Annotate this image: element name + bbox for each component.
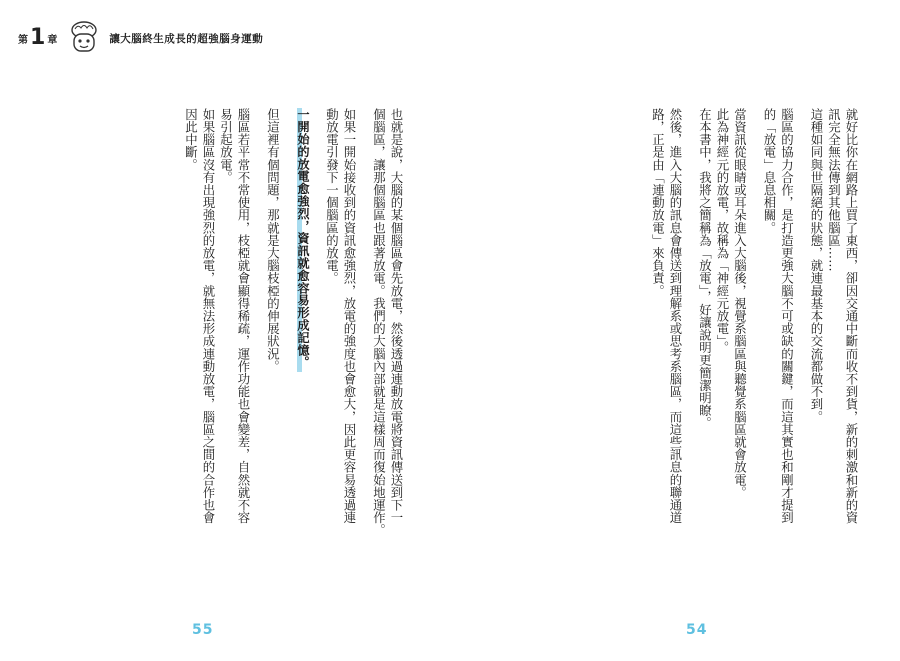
paragraph-gap — [358, 108, 370, 618]
chapter-suffix: 章 — [47, 34, 58, 46]
right-page-text — [530, 108, 860, 618]
paragraph-gap — [282, 108, 294, 618]
chapter-prefix: 第 — [18, 34, 28, 46]
highlighted-key-sentence — [294, 108, 312, 578]
paragraph-gap — [252, 108, 264, 618]
text-column: 路，正是由「連動放電」來負責。 — [650, 108, 666, 297]
paragraph-gap — [796, 108, 808, 618]
text-column: 但這裡有個問題，那就是大腦枝椏的伸展狀況。 — [265, 108, 281, 373]
paragraph-gap — [311, 108, 323, 618]
paragraph-gap — [684, 108, 696, 618]
paragraph-gap — [749, 108, 761, 618]
text-column: 也就是說，大腦的某個腦區會先放電，然後透過連動放電將資訊傳送到下一 — [389, 108, 404, 524]
page-number-left: 55 — [192, 622, 214, 638]
text-column: 就好比你在網路上買了東西，卻因交通中斷而收不到貨，新的刺激和新的資 — [844, 108, 859, 524]
text-column: 這種如同與世隔絕的狀態，就連最基本的交流都做不到。 — [809, 108, 824, 423]
text-column: 當資訊從眼睛或耳朵進入大腦後，視覺系腦區與聽覺系腦區就會放電。 — [732, 108, 748, 499]
running-header — [18, 24, 263, 52]
text-column: 個腦區，讓那個腦區也跟著放電。我們的大腦內部就是這樣周而復始地運作。 — [371, 108, 387, 537]
text-column: 的「放電」息息相關。 — [762, 108, 777, 234]
text-column: 訊完全無法傳到其他腦區…… — [826, 108, 842, 272]
text-column: 在本書中，我將之簡稱為「放電」，好讓說明更簡潔明瞭。 — [697, 108, 713, 430]
text-column: 腦區若平常不常使用，枝椏就會顯得稀疏，運作功能也會變差，自然就不容 — [236, 108, 251, 524]
text-column: 動放電引發下一個腦區的放電。 — [324, 108, 340, 285]
highlight-text: 一開始的放電愈強烈，資訊就愈容易形成記憶。 — [296, 108, 310, 372]
text-column: 此為神經元的放電，故稱為「神經元放電」。 — [715, 108, 730, 354]
left-page-text — [45, 108, 405, 618]
book-title: 讓大腦終生成長的超強腦身運動 — [109, 32, 264, 45]
text-column: 如果一開始接收到的資訊愈強烈，放電的強度也會愈大，因此更容易透過連 — [342, 108, 357, 524]
page-number-right: 54 — [686, 622, 708, 638]
text-column: 易引起放電。 — [218, 108, 234, 184]
chapter-number: 1 — [30, 25, 46, 50]
mascot-icon — [69, 20, 99, 57]
text-column: 如果腦區沒有出現強烈的放電，就無法形成連動放電，腦區之間的合作也會 — [201, 108, 216, 524]
text-column: 然後，進入大腦的訊息會傳送到理解系或思考系腦區，而這些訊息的聯通道 — [668, 108, 683, 524]
text-column: 腦區的協力合作，是打造更強大腦不可或缺的關鍵，而這其實也和剛才提到 — [779, 108, 795, 524]
text-column: 因此中斷。 — [183, 108, 199, 171]
